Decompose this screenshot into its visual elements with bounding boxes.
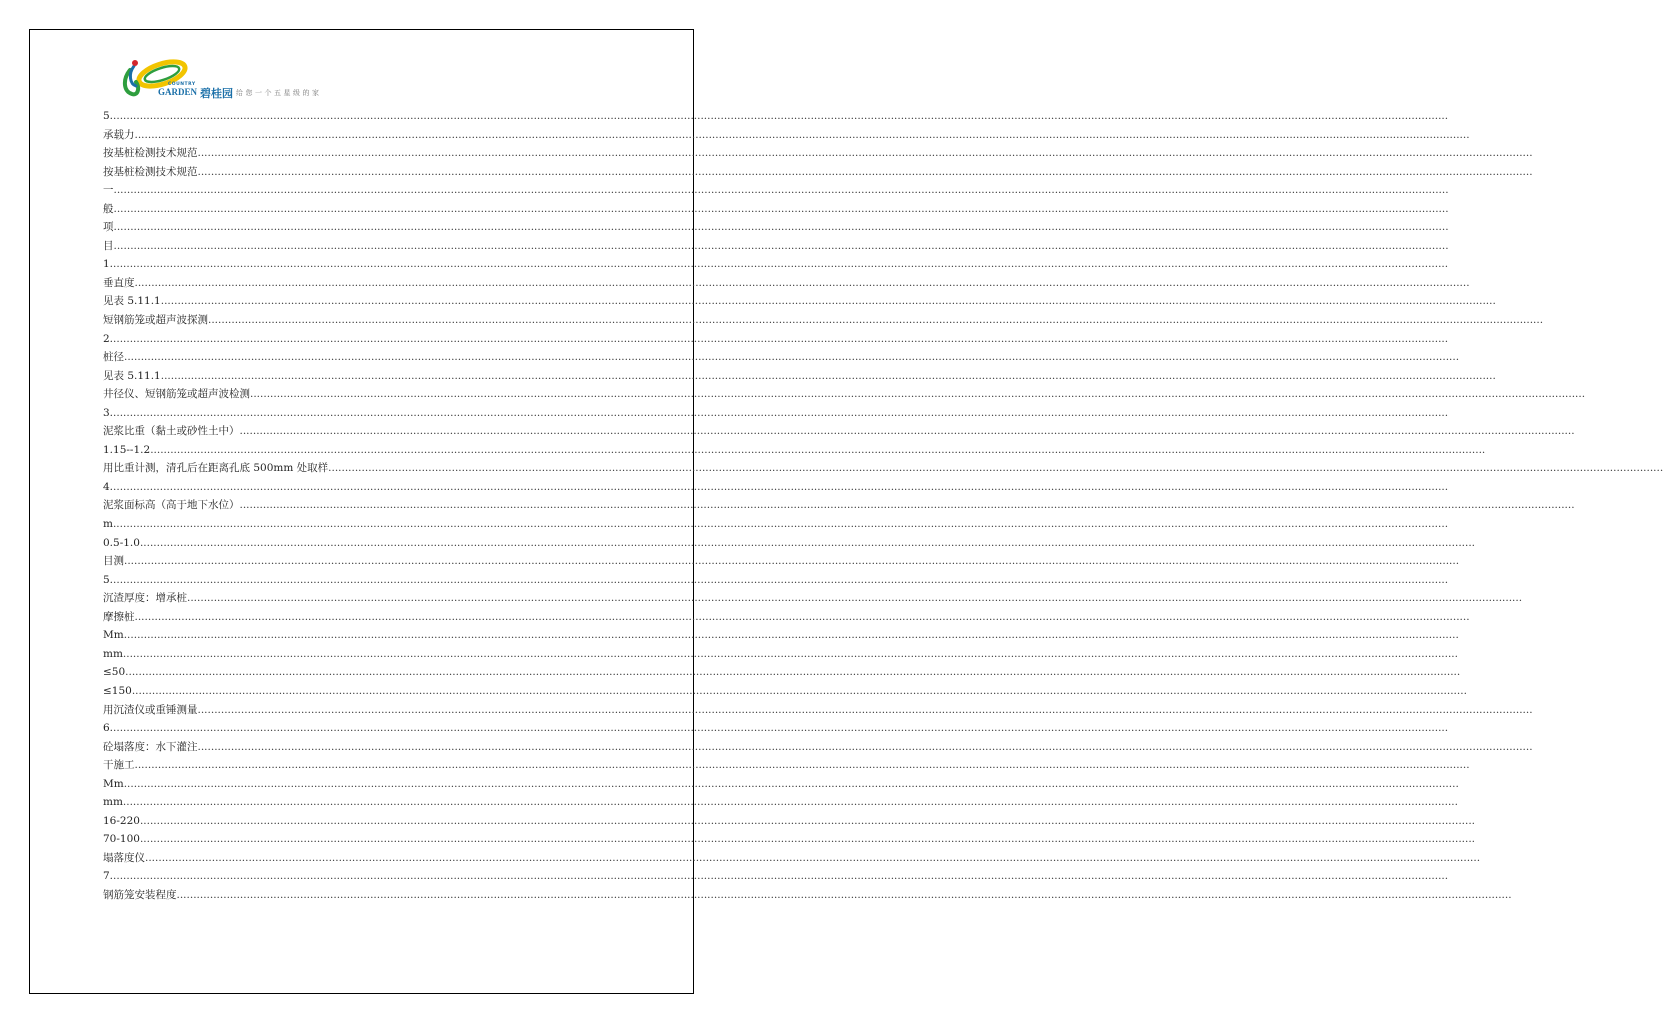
dot-leader: ................................................................................................................................................................................................................................................................................................................................................................................................................ — [113, 258, 1449, 271]
toc-line — [103, 237, 1449, 256]
dot-leader: ................................................................................................................................................................................................................................................................................................................................................................................................................ — [123, 777, 1459, 790]
dot-leader: ................................................................................................................................................................................................................................................................................................................................................................................................................ — [176, 888, 1512, 901]
toc-line — [103, 775, 1459, 794]
line-text: 见表 5.11.1 — [103, 295, 161, 308]
line-text: 项 — [103, 221, 114, 234]
toc-line — [103, 515, 1449, 534]
toc-line — [103, 311, 1544, 330]
dot-leader: ................................................................................................................................................................................................................................................................................................................................................................................................................ — [150, 443, 1486, 456]
line-text: 4. — [103, 480, 114, 493]
dot-leader: ................................................................................................................................................................................................................................................................................................................................................................................................................ — [134, 759, 1470, 772]
line-text: ≤50 — [103, 666, 126, 679]
toc-line — [103, 385, 1586, 404]
toc-line — [103, 738, 1533, 757]
line-text: 目 — [103, 239, 114, 252]
line-text: Mm — [103, 629, 124, 642]
dot-leader: ................................................................................................................................................................................................................................................................................................................................................................................................................ — [113, 406, 1449, 419]
toc-line — [103, 701, 1533, 720]
line-text: 1.15--1.2 — [103, 443, 151, 456]
dot-leader: ................................................................................................................................................................................................................................................................................................................................................................................................................ — [124, 555, 1460, 568]
line-text: 2. — [103, 332, 114, 345]
toc-line — [103, 478, 1449, 497]
dot-leader: ................................................................................................................................................................................................................................................................................................................................................................................................................ — [239, 425, 1575, 438]
dot-leader: ................................................................................................................................................................................................................................................................................................................................................................................................................ — [113, 573, 1449, 586]
line-text: 承载力 — [103, 128, 135, 141]
toc-line — [103, 459, 1663, 478]
line-text: 用沉渣仪或重锤测量 — [103, 703, 198, 716]
toc-line — [103, 496, 1575, 515]
toc-line — [103, 645, 1458, 664]
line-text: 3. — [103, 406, 114, 419]
toc-line — [103, 163, 1533, 182]
dot-leader: ................................................................................................................................................................................................................................................................................................................................................................................................................ — [122, 647, 1458, 660]
line-text: 70-100 — [103, 833, 140, 846]
dot-leader: ................................................................................................................................................................................................................................................................................................................................................................................................................ — [139, 833, 1476, 846]
line-text: Mm — [103, 777, 124, 790]
toc-line — [103, 812, 1476, 831]
line-text: 16-220 — [103, 814, 140, 827]
logo-chinese-name: 碧桂园 — [200, 87, 233, 100]
dot-leader: ................................................................................................................................................................................................................................................................................................................................................................................................................ — [160, 295, 1496, 308]
dot-leader: ................................................................................................................................................................................................................................................................................................................................................................................................................ — [160, 369, 1496, 382]
line-text: 短钢筋笼或超声波探测 — [103, 314, 208, 327]
line-text: 塌落度仪 — [103, 851, 145, 864]
toc-line — [103, 126, 1470, 145]
dot-leader: ................................................................................................................................................................................................................................................................................................................................................................................................................ — [125, 666, 1461, 679]
line-text: 1. — [103, 258, 114, 271]
logo-slogan: 给您一个五星级的家 — [236, 89, 322, 97]
toc-line — [103, 422, 1575, 441]
line-text: 用比重计测，清孔后在距离孔底 500mm 处取样 — [103, 462, 329, 475]
dot-leader: ................................................................................................................................................................................................................................................................................................................................................................................................................ — [113, 870, 1449, 883]
line-text: mm — [103, 796, 123, 809]
toc-line — [103, 144, 1533, 163]
toc-line — [103, 663, 1461, 682]
dot-leader: ................................................................................................................................................................................................................................................................................................................................................................................................................ — [139, 814, 1476, 827]
dot-leader: ................................................................................................................................................................................................................................................................................................................................................................................................................ — [197, 740, 1533, 753]
toc-line — [103, 534, 1476, 553]
dot-leader: ................................................................................................................................................................................................................................................................................................................................................................................................................ — [134, 276, 1470, 289]
toc-line — [103, 589, 1523, 608]
line-text: 5. — [103, 573, 114, 586]
toc-line — [103, 608, 1470, 627]
toc-line — [103, 218, 1449, 237]
line-text: 按基桩检测技术规范 — [103, 147, 198, 160]
toc-line — [103, 181, 1449, 200]
logo-country-text: COUNTRY — [168, 82, 196, 87]
document-body — [103, 107, 1663, 905]
line-text: 目测 — [103, 555, 124, 568]
dot-leader: ................................................................................................................................................................................................................................................................................................................................................................................................................ — [239, 499, 1575, 512]
toc-line — [103, 441, 1486, 460]
dot-leader: ................................................................................................................................................................................................................................................................................................................................................................................................................ — [134, 128, 1470, 141]
dot-leader: ................................................................................................................................................................................................................................................................................................................................................................................................................ — [139, 536, 1476, 549]
toc-line — [103, 348, 1460, 367]
logo-garden-text: GARDEN — [158, 87, 198, 97]
line-text: 钢筋笼安装程度 — [103, 888, 177, 901]
toc-line — [103, 867, 1449, 886]
toc-line — [103, 793, 1458, 812]
dot-leader: ................................................................................................................................................................................................................................................................................................................................................................................................................ — [131, 684, 1467, 697]
line-text: 摩擦桩 — [103, 610, 135, 623]
line-text: 泥浆面标高（高于地下水位） — [103, 499, 240, 512]
line-text: 一 — [103, 184, 114, 197]
toc-line — [103, 255, 1449, 274]
toc-line — [103, 830, 1476, 849]
dot-leader: ................................................................................................................................................................................................................................................................................................................................................................................................................ — [113, 184, 1449, 197]
dot-leader: ................................................................................................................................................................................................................................................................................................................................................................................................................ — [113, 202, 1449, 215]
toc-line — [103, 626, 1459, 645]
toc-line — [103, 200, 1449, 219]
line-text: 0.5-1.0 — [103, 536, 140, 549]
toc-line — [103, 849, 1481, 868]
toc-line — [103, 719, 1449, 738]
dot-leader: ................................................................................................................................................................................................................................................................................................................................................................................................................ — [187, 592, 1523, 605]
line-text: m — [103, 518, 113, 531]
line-text: 砼塌落度：水下灌注 — [103, 740, 198, 753]
toc-line — [103, 552, 1460, 571]
company-logo — [118, 56, 338, 100]
dot-leader: ................................................................................................................................................................................................................................................................................................................................................................................................................ — [197, 165, 1533, 178]
toc-line — [103, 682, 1467, 701]
line-text: 按基桩检测技术规范 — [103, 165, 198, 178]
dot-leader: ................................................................................................................................................................................................................................................................................................................................................................................................................ — [113, 480, 1449, 493]
dot-leader: ................................................................................................................................................................................................................................................................................................................................................................................................................ — [122, 796, 1458, 809]
toc-line — [103, 107, 1449, 126]
line-text: mm — [103, 647, 123, 660]
dot-leader: ................................................................................................................................................................................................................................................................................................................................................................................................................ — [123, 629, 1459, 642]
dot-leader: ................................................................................................................................................................................................................................................................................................................................................................................................................ — [113, 110, 1449, 122]
line-text: 6. — [103, 722, 114, 735]
toc-line — [103, 886, 1512, 905]
line-text: 泥浆比重（黏土或砂性土中） — [103, 425, 240, 438]
dot-leader: ................................................................................................................................................................................................................................................................................................................................................................................................................ — [197, 147, 1533, 160]
dot-leader: ................................................................................................................................................................................................................................................................................................................................................................................................................ — [113, 239, 1449, 252]
toc-line — [103, 274, 1470, 293]
toc-line — [103, 330, 1449, 349]
line-text: 垂直度 — [103, 276, 135, 289]
line-text: 7. — [103, 870, 114, 883]
toc-line — [103, 571, 1449, 590]
dot-leader: ................................................................................................................................................................................................................................................................................................................................................................................................................ — [113, 332, 1449, 345]
line-text: ≤150 — [103, 684, 132, 697]
toc-line — [103, 367, 1496, 386]
dot-leader: ................................................................................................................................................................................................................................................................................................................................................................................................................ — [145, 851, 1481, 864]
toc-line — [103, 404, 1449, 423]
line-text: 5. — [103, 110, 114, 122]
toc-line — [103, 756, 1470, 775]
dot-leader: ................................................................................................................................................................................................................................................................................................................................................................................................................ — [112, 518, 1449, 531]
dot-leader: ................................................................................................................................................................................................................................................................................................................................................................................................................ — [134, 610, 1470, 623]
dot-leader: ................................................................................................................................................................................................................................................................................................................................................................................................................ — [113, 722, 1449, 735]
line-text: 般 — [103, 202, 114, 215]
line-text: 沉渣厚度：增承桩 — [103, 592, 187, 605]
dot-leader: ................................................................................................................................................................................................................................................................................................................................................................................................................ — [208, 314, 1544, 327]
dot-leader: ................................................................................................................................................................................................................................................................................................................................................................................................................ — [250, 388, 1586, 401]
dot-leader: ................................................................................................................................................................................................................................................................................................................................................................................................................ — [328, 462, 1663, 475]
dot-leader: ................................................................................................................................................................................................................................................................................................................................................................................................................ — [113, 221, 1449, 234]
dot-leader: ................................................................................................................................................................................................................................................................................................................................................................................................................ — [124, 351, 1460, 364]
line-text: 桩径 — [103, 351, 124, 364]
line-text: 井径仪、短钢筋笼或超声波检测 — [103, 388, 250, 401]
line-text: 见表 5.11.1 — [103, 369, 161, 382]
dot-leader: ................................................................................................................................................................................................................................................................................................................................................................................................................ — [197, 703, 1533, 716]
line-text: 干施工 — [103, 759, 135, 772]
toc-line — [103, 292, 1496, 311]
